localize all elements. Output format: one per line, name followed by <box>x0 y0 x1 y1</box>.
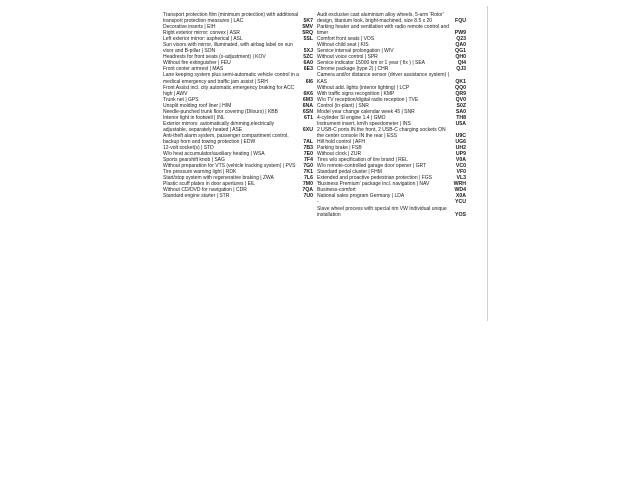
option-code: QR9 <box>455 90 466 97</box>
option-description: Sports gearshift knob | SAG <box>163 157 225 164</box>
option-code: X0A <box>455 193 466 200</box>
option-description: Without voice control | SPR <box>317 54 378 61</box>
option-code: VF0 <box>456 169 466 176</box>
option-description: Service interval prolongation | WIV <box>317 48 394 55</box>
page-edge-rule <box>487 6 488 321</box>
option-code: 7F4 <box>304 157 313 164</box>
option-code: UH2 <box>455 145 466 152</box>
option-code: WD4 <box>454 187 466 194</box>
option-description: Anti-theft alarm system, passenger compartment control, backup horn and towing protection | EDW <box>163 132 289 145</box>
option-description: Extended and proactive pedestrian protection | FGS <box>317 175 432 182</box>
option-row <box>317 72 466 84</box>
options-list-left <box>163 12 313 199</box>
option-code: 6E3 <box>303 66 313 73</box>
option-description: Instrument insert, km/h speedometer | INS <box>317 120 411 127</box>
option-code: VC0 <box>455 163 466 170</box>
option-description: Standard pedal cluster | FHM <box>317 169 382 176</box>
option-code: VL3 <box>456 175 466 182</box>
option-code: SA0 <box>455 108 466 115</box>
option-description: Plastic scuff plates in door apertures | EIL <box>163 181 256 188</box>
option-code: QK1 <box>455 78 466 85</box>
option-description: Business-comfort <box>317 187 356 194</box>
option-code: UG6 <box>455 138 466 145</box>
option-description: Interior light in footwell | INL <box>163 114 225 121</box>
options-list-right <box>317 12 466 218</box>
option-code: QH0 <box>455 54 466 61</box>
option-code: 5K7 <box>303 18 313 25</box>
option-description: 4-cylinder SI engine 1.4 | GMO <box>317 114 386 121</box>
option-code: 7G0 <box>303 163 313 170</box>
option-code: U5A <box>455 120 466 127</box>
option-description: W/o TV reception/digital radio reception | TVE <box>317 96 419 103</box>
option-code: TH8 <box>456 114 466 121</box>
option-row <box>163 133 313 145</box>
option-code: 5RQ <box>302 30 313 37</box>
option-row <box>317 127 466 139</box>
option-description: Unsplit molding roof liner | HIM <box>163 102 232 109</box>
option-code: QA0 <box>455 42 466 49</box>
option-description: Without fire extinguisher | FEU <box>163 60 231 67</box>
option-description: 2 USB-C ports IN the front, 2 USB-C charging sockets ON the center console IN the rear | ESS <box>317 126 446 139</box>
option-description: Slave wheel process with special rim VW Individual unique installation <box>317 205 447 218</box>
option-description: Right exterior mirror: convex | ASR <box>163 30 240 37</box>
option-description: National sales program Germany | LDA <box>317 193 405 200</box>
option-description: Comfort front seats | VOS <box>317 36 375 43</box>
option-code: 5XJ <box>303 48 313 55</box>
option-row <box>317 12 466 24</box>
option-description: Control (in-plant) | SNR <box>317 102 369 109</box>
option-description: Start/stop system with regenerative braking | ZWA <box>163 175 274 182</box>
option-description: Camera and/or distance sensor (driver assistance system) | KAS <box>317 72 449 85</box>
option-description: Tire pressure warning light | RDK <box>163 169 237 176</box>
option-row <box>163 12 313 24</box>
option-description: Front Assist incl. city automatic emergency braking for ACC high | AWV <box>163 84 295 97</box>
option-description: Without preparation for VTS (vehicle tracking system) | PVS <box>163 163 296 170</box>
option-description: Model year change calendar week 45 | SNR <box>317 108 415 115</box>
option-code: 6T1 <box>304 114 313 121</box>
option-code: 6K6 <box>303 90 313 97</box>
option-description: Parking heater and ventilation with radio remote control and timer <box>317 24 450 37</box>
option-code: QQ0 <box>455 84 466 91</box>
option-code: 7U0 <box>303 193 313 200</box>
option-code: QG1 <box>455 48 466 55</box>
option-description: Decorative inserts | EIH <box>163 24 216 31</box>
option-description: Lane keeping system plus semi-automatic vehicle control in a medical emergency and traffic jam assist | SRH <box>163 72 299 85</box>
option-code: YOS <box>455 211 466 218</box>
option-code: 5MV <box>302 24 313 31</box>
option-code: 7K1 <box>303 169 313 176</box>
option-row <box>163 121 313 133</box>
option-code: 7QA <box>302 187 313 194</box>
option-code: QV0 <box>455 96 466 103</box>
option-code: 7B3 <box>303 145 313 152</box>
option-row <box>163 42 313 54</box>
option-code: 6M3 <box>302 96 313 103</box>
option-code: V0A <box>455 157 466 164</box>
option-description: Chrome package (type 2) | CHR <box>317 66 389 73</box>
option-description: Without clock | ZUR <box>317 151 362 158</box>
option-description: Standard engine starter | STR <box>163 193 230 200</box>
option-description: - <box>317 199 319 206</box>
option-description: Without add. lights (interior lighting) | LCP <box>317 84 410 91</box>
option-description: Service indicator 15000 km or 1 year ( fix ) | SEA <box>317 60 426 67</box>
option-description: Without child seat | KIS <box>317 42 369 49</box>
option-description: 'Business Premium' package incl. navigation | NAV <box>317 181 430 188</box>
option-description: Left exterior mirror: aspherical | ASL <box>163 36 243 43</box>
option-row <box>163 85 313 97</box>
option-code: 7AL <box>303 138 313 145</box>
option-code: 6NA <box>302 102 313 109</box>
option-code: 7E0 <box>303 151 313 158</box>
option-code: 6A0 <box>303 60 313 67</box>
option-description: W/o heat accumulator/auxiliary heating | WSA <box>163 151 265 158</box>
option-row <box>317 24 466 36</box>
option-description: Front center armrest | MAS <box>163 66 224 73</box>
option-code: UP9 <box>455 151 466 158</box>
option-description: W/o remote-controlled garage door opener | GRT <box>317 163 427 170</box>
option-code: QI4 <box>457 60 466 67</box>
option-description: Tires w/o specification of tire brand | REL <box>317 157 408 164</box>
option-description: Without CD/DVD for navigation | CDR <box>163 187 247 194</box>
option-description: Exterior mirrors: automatically dimming,electrically adjustable, separately heated | ASE <box>163 120 275 133</box>
option-description: 12-volt socket(s) | STD <box>163 145 214 152</box>
option-row <box>163 72 313 84</box>
option-code: 6SN <box>302 108 313 115</box>
option-description: Hill hold control | AFH <box>317 138 365 145</box>
option-code: 7M0 <box>302 181 313 188</box>
option-code: YCU <box>455 199 466 206</box>
option-row <box>317 206 466 218</box>
option-code: PW9 <box>454 30 466 37</box>
option-description: Headrests for front seats (x-adjustment) | KOV <box>163 54 266 61</box>
option-description: Trunk net | GPS <box>163 96 199 103</box>
option-description: Transport protection film (minimum protection) with additional transport protection measures | LAC <box>163 12 299 25</box>
option-code: FQU <box>455 18 466 25</box>
option-description: Sun visors with mirror, illuminated, with airbag label on sun visor and B-pillar | SON <box>163 42 293 55</box>
option-code: Q23 <box>456 36 466 43</box>
option-row <box>163 193 313 199</box>
option-description: Parking brake | FSB <box>317 145 362 152</box>
option-code: QJ3 <box>456 66 466 73</box>
option-code: 6I6 <box>305 78 313 85</box>
option-code: 6XU <box>302 126 313 133</box>
option-code: 5ZC <box>303 54 313 61</box>
option-code: S0Z <box>456 102 466 109</box>
option-code: WRH <box>453 181 466 188</box>
option-code: U9C <box>455 132 466 139</box>
option-description: Audi exclusive cast aluminium alloy wheels, 5-arm 'Rotor' design, titanium look, bright-machined, size 8.5 x 20 <box>317 12 444 25</box>
option-description: Needle-punched trunk floor covering (Dilours) | KBB <box>163 108 278 115</box>
option-description: With traffic signs recognition | KMP <box>317 90 395 97</box>
option-code: 5SL <box>303 36 313 43</box>
option-code: 7L6 <box>304 175 313 182</box>
